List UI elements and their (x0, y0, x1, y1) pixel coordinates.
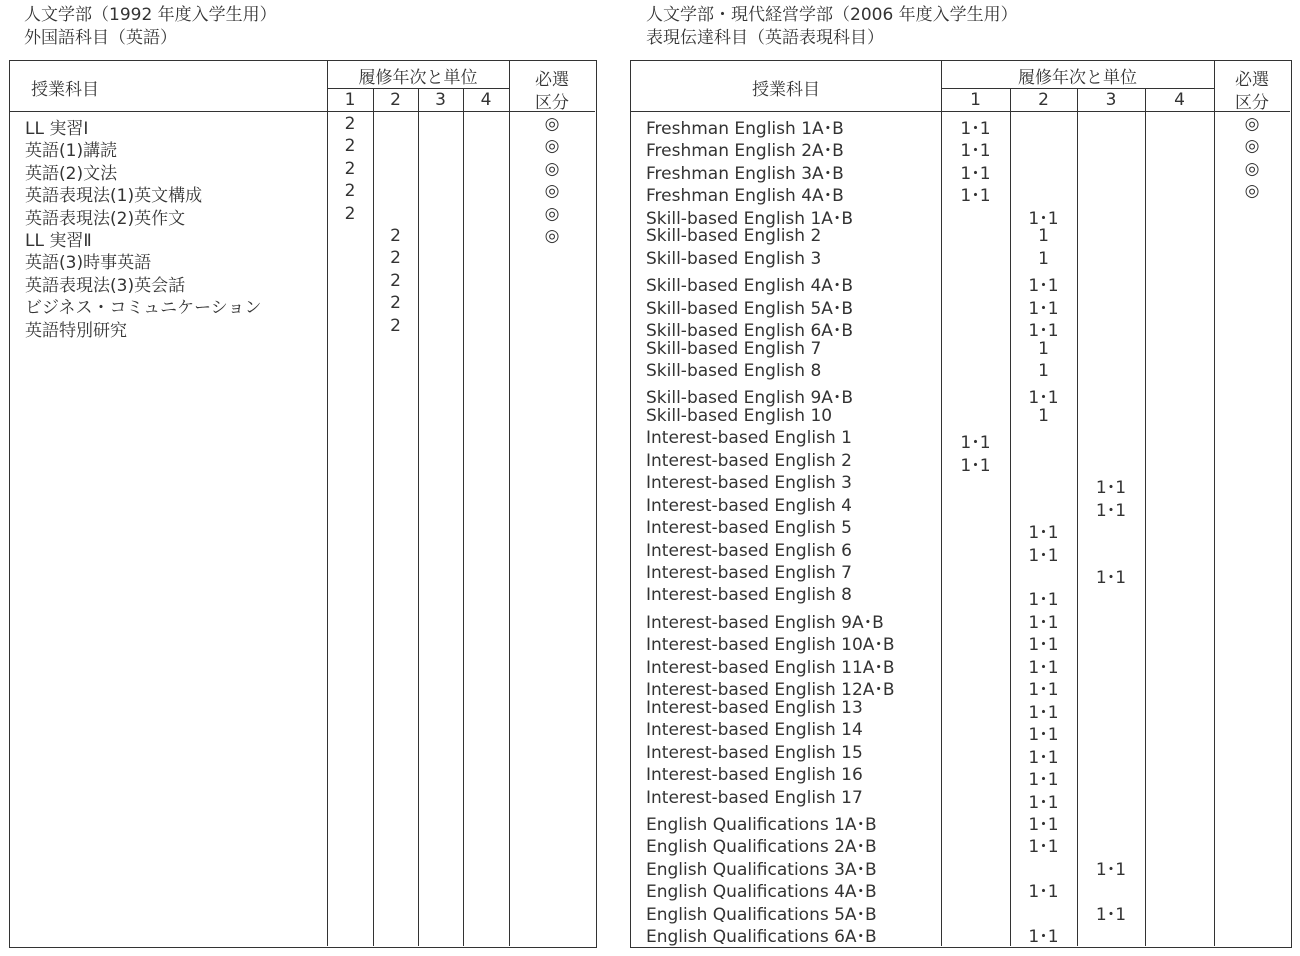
credit-cell-year-3: 1･1 (1095, 904, 1127, 925)
credit-cell-year-2: 1･1 (1028, 837, 1059, 858)
credit-cell-year-2: 1･1 (1028, 545, 1059, 566)
right-course-table (630, 60, 1292, 948)
left-header-year-2: 2 (390, 90, 401, 110)
subject-cell: Interest-based English 13 (646, 697, 863, 718)
subject-cell: Skill-based English 8 (646, 360, 822, 381)
right-header-year-1: 1 (970, 90, 981, 110)
subject-cell: English Qualifications 1A･B (646, 814, 877, 835)
credit-cell-year-2: 1 (1038, 360, 1049, 381)
subject-cell: Interest-based English 5 (646, 518, 852, 539)
credit-cell-year-1: 2 (344, 158, 356, 179)
subject-cell: Freshman English 4A･B (646, 186, 844, 207)
credit-cell-year-1: 2 (344, 181, 356, 202)
credit-cell-year-1: 1･1 (960, 163, 991, 184)
right-header-year-3: 3 (1105, 90, 1117, 110)
right-title (646, 4, 1018, 50)
required-cell: ◎ (1244, 181, 1260, 202)
left-course-table (9, 60, 597, 948)
right-header-year-2: 2 (1038, 90, 1049, 110)
subject-cell: Interest-based English 8 (646, 585, 852, 606)
required-cell: ◎ (1244, 136, 1260, 157)
required-cell: ◎ (544, 226, 560, 246)
credit-cell-year-2: 1･1 (1028, 725, 1059, 746)
subject-cell: Skill-based English 6A･B (646, 321, 854, 342)
credit-cell-year-2: 1･1 (1028, 635, 1059, 656)
left-header-subject: 授業科目 (31, 80, 99, 100)
left-title (24, 4, 277, 50)
credit-cell-year-2: 1 (1038, 338, 1049, 359)
subject-cell: 英語特別研究 (25, 320, 127, 341)
subject-cell: Interest-based English 9A･B (646, 612, 884, 633)
left-header-required-2: 区分 (535, 93, 569, 113)
credit-cell-year-1: 1･1 (960, 141, 991, 162)
subject-cell: Freshman English 2A･B (646, 141, 844, 162)
credit-cell-year-2: 1･1 (1028, 814, 1059, 835)
credit-cell-year-1: 2 (344, 136, 356, 157)
subject-cell: Interest-based English 16 (646, 765, 863, 786)
credit-cell-year-2: 1･1 (1028, 388, 1059, 409)
right-title-line2: 表現伝達科目（英語表現科目） (646, 28, 884, 48)
subject-cell: Interest-based English 2 (646, 450, 852, 471)
subject-cell: Interest-based English 10A･B (646, 635, 895, 656)
required-cell: ◎ (1244, 158, 1260, 179)
credit-cell-year-2: 1･1 (1028, 208, 1059, 229)
subject-cell: Interest-based English 7 (646, 563, 852, 583)
subject-cell: LL 実習Ⅱ (25, 231, 92, 251)
subject-cell: 英語(3)時事英語 (25, 253, 152, 274)
subject-cell: Interest-based English 6 (646, 540, 852, 561)
subject-cell: English Qualifications 6A･B (646, 927, 877, 948)
subject-cell: English Qualifications 5A･B (646, 904, 877, 925)
right-title-line1: 人文学部・現代経営学部（2006 年度入学生用） (646, 5, 1018, 25)
subject-cell: Skill-based English 4A･B (646, 276, 854, 297)
credit-cell-year-2: 1 (1038, 248, 1049, 269)
required-cell: ◎ (544, 158, 560, 179)
credit-cell-year-2: 1･1 (1028, 612, 1059, 633)
subject-cell: Freshman English 3A･B (646, 163, 844, 184)
subject-cell: Skill-based English 10 (646, 405, 833, 426)
subject-cell: 英語表現法(2)英作文 (25, 208, 186, 229)
required-cell: ◎ (544, 114, 560, 134)
subject-cell: Interest-based English 15 (646, 742, 863, 763)
subject-cell: Interest-based English 12A･B (646, 680, 895, 701)
credit-cell-year-2: 2 (390, 270, 401, 291)
right-header-required-1: 必選 (1235, 70, 1269, 90)
credit-cell-year-2: 2 (390, 315, 401, 336)
required-cell: ◎ (1244, 114, 1260, 134)
subject-cell: English Qualifications 2A･B (646, 837, 877, 858)
credit-cell-year-2: 2 (390, 293, 401, 314)
required-cell: ◎ (544, 136, 560, 157)
credit-cell-year-2: 1･1 (1028, 523, 1059, 544)
subject-cell: Skill-based English 7 (646, 338, 822, 359)
subject-cell: Freshman English 1A･B (646, 119, 844, 139)
subject-cell: Skill-based English 1A･B (646, 208, 854, 229)
credit-cell-year-1: 1･1 (960, 433, 991, 454)
left-header-year-4: 4 (480, 90, 492, 110)
subject-cell: 英語(2)文法 (25, 163, 118, 184)
subject-cell: Interest-based English 1 (646, 428, 852, 449)
credit-cell-year-2: 1･1 (1028, 590, 1059, 611)
left-header-year-3: 3 (435, 90, 446, 110)
credit-cell-year-2: 1･1 (1028, 770, 1059, 791)
credit-cell-year-2: 1･1 (1028, 321, 1059, 342)
left-title-line1: 人文学部（1992 年度入学生用） (24, 5, 277, 25)
right-header-required-2: 区分 (1235, 93, 1269, 113)
subject-cell: Interest-based English 11A･B (646, 657, 895, 678)
subject-cell: Interest-based English 14 (646, 720, 863, 741)
credit-cell-year-3: 1･1 (1095, 500, 1127, 521)
credit-cell-year-1: 2 (344, 114, 356, 134)
credit-cell-year-2: 1･1 (1028, 927, 1059, 948)
credit-cell-year-2: 1･1 (1028, 792, 1059, 813)
credit-cell-year-1: 2 (344, 203, 356, 224)
subject-cell: Interest-based English 17 (646, 787, 863, 808)
right-header-year-4: 4 (1174, 90, 1185, 110)
subject-cell: LL 実習Ⅰ (25, 119, 89, 139)
credit-cell-year-3: 1･1 (1095, 478, 1127, 499)
subject-cell: Interest-based English 4 (646, 495, 852, 516)
right-header-subject: 授業科目 (752, 80, 820, 100)
credit-cell-year-1: 1･1 (960, 455, 991, 476)
left-header-required-1: 必選 (535, 70, 569, 90)
credit-cell-year-2: 1･1 (1028, 657, 1059, 678)
credit-cell-year-2: 1･1 (1028, 680, 1059, 701)
subject-cell: English Qualifications 3A･B (646, 859, 877, 880)
subject-cell: 英語(1)講読 (25, 141, 118, 162)
left-header-year-1: 1 (344, 90, 356, 110)
subject-cell: Skill-based English 3 (646, 248, 822, 269)
credit-cell-year-2: 1 (1038, 226, 1049, 247)
credit-cell-year-2: 1･1 (1028, 702, 1059, 723)
subject-cell: Interest-based English 3 (646, 473, 852, 494)
left-header-years-units: 履修年次と単位 (358, 68, 478, 88)
subject-cell: Skill-based English 2 (646, 226, 822, 247)
credit-cell-year-1: 1･1 (960, 119, 991, 139)
credit-cell-year-2: 2 (390, 248, 401, 269)
credit-cell-year-2: 1･1 (1028, 747, 1059, 768)
credit-cell-year-2: 1･1 (1028, 298, 1059, 319)
left-title-line2: 外国語科目（英語） (24, 28, 177, 48)
subject-cell: Skill-based English 9A･B (646, 388, 854, 409)
subject-cell: English Qualifications 4A･B (646, 882, 877, 903)
credit-cell-year-1: 1･1 (960, 186, 991, 207)
credit-cell-year-2: 1･1 (1028, 882, 1059, 903)
credit-cell-year-2: 1･1 (1028, 276, 1059, 297)
required-cell: ◎ (544, 181, 560, 202)
subject-cell: ビジネス・コミュニケーション (25, 298, 262, 319)
credit-cell-year-3: 1･1 (1095, 568, 1127, 588)
subject-cell: 英語表現法(3)英会話 (25, 275, 186, 296)
subject-cell: Skill-based English 5A･B (646, 298, 854, 319)
subject-cell: 英語表現法(1)英文構成 (25, 186, 203, 207)
credit-cell-year-3: 1･1 (1095, 859, 1127, 880)
required-cell: ◎ (544, 203, 560, 224)
credit-cell-year-2: 1 (1038, 405, 1049, 426)
credit-cell-year-2: 2 (390, 226, 401, 246)
right-header-years-units: 履修年次と単位 (1018, 68, 1137, 88)
